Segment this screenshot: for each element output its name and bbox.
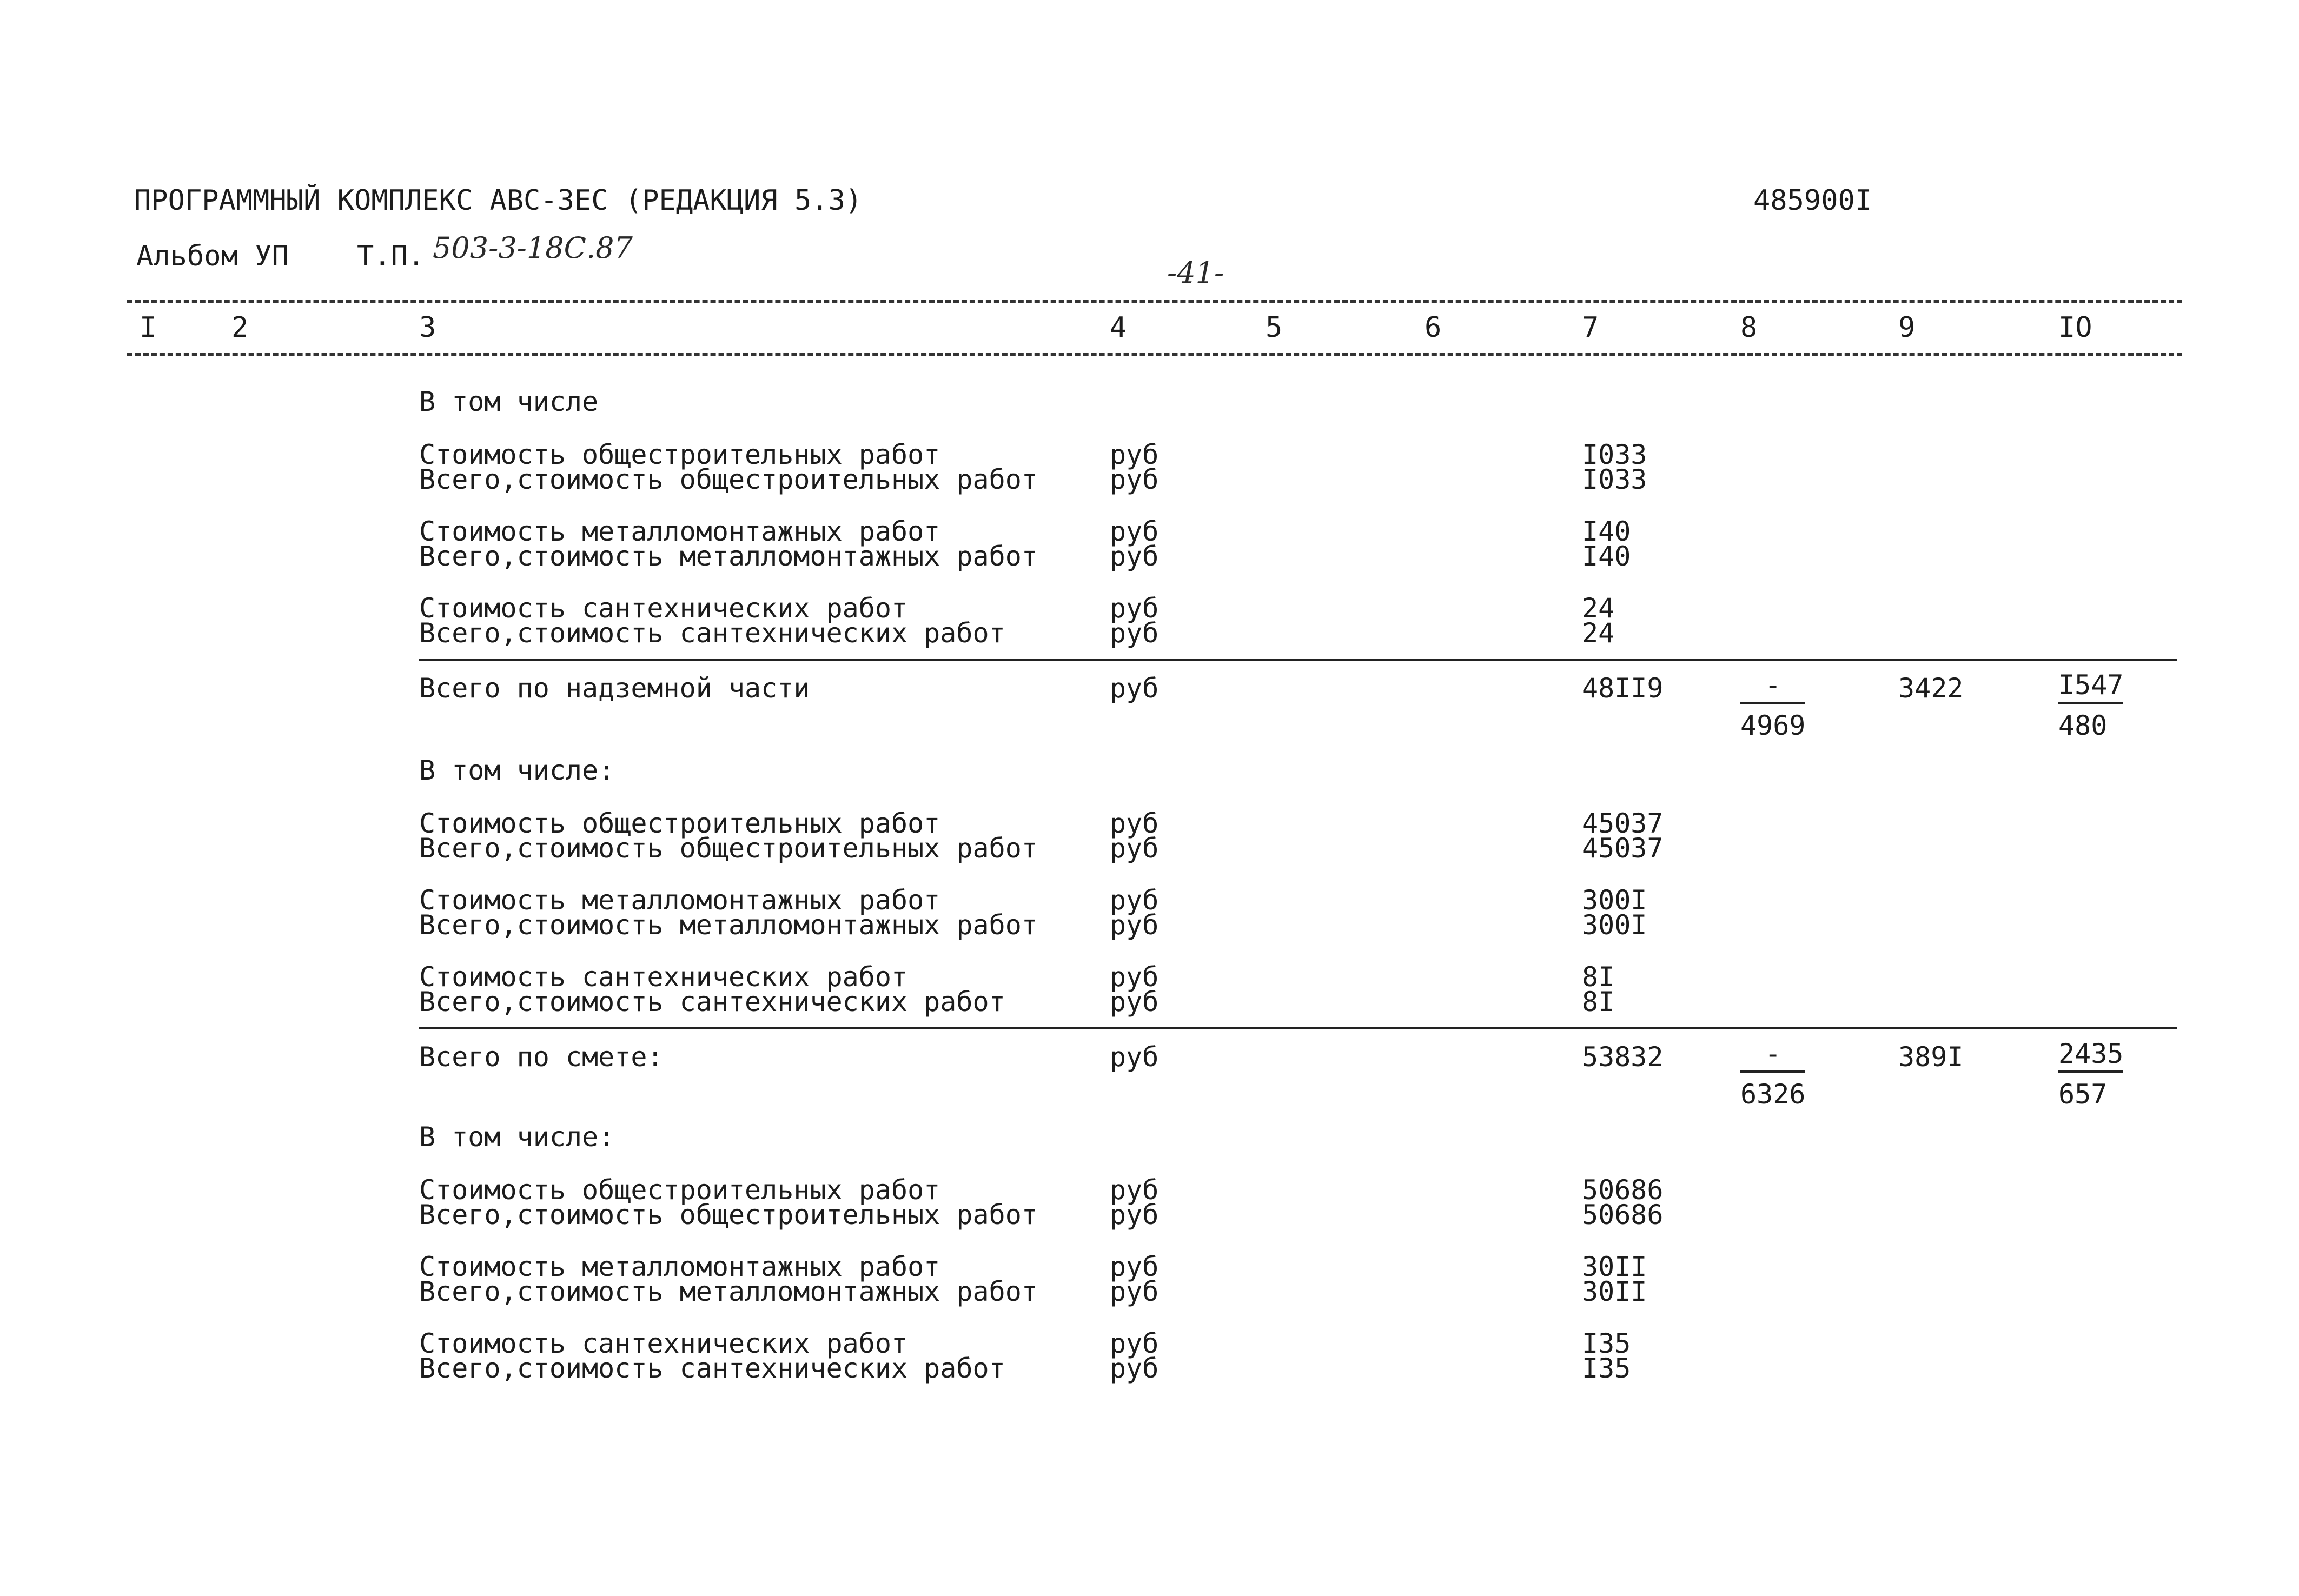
total-col9: 389I (1898, 1041, 1964, 1073)
line-item-value: 300I (1582, 885, 1647, 916)
line-item-value: 30II (1582, 1251, 1647, 1282)
album-label: Альбом УП (136, 240, 289, 272)
line-item-value: 8I (1582, 986, 1615, 1018)
line-item-label: Стоимость металломонтажных работ (419, 885, 940, 916)
total-col9: 3422 (1898, 673, 1964, 704)
line-item-label: Всего,стоимость металломонтажных работ (419, 909, 1038, 941)
column-number: I (140, 311, 157, 344)
line-item-unit: руб (1110, 1353, 1159, 1384)
line-item-label: Стоимость общестроительных работ (419, 808, 940, 839)
line-item-label: Стоимость металломонтажных работ (419, 1251, 940, 1282)
header-bottom-rule (127, 353, 2182, 356)
total-unit: руб (1110, 673, 1159, 704)
line-item-value: I40 (1582, 516, 1631, 547)
line-item-label: Всего,стоимость сантехнических работ (419, 986, 1005, 1018)
line-item-value: 8I (1582, 961, 1615, 993)
line-item-label: Стоимость металломонтажных работ (419, 516, 940, 547)
line-item-label: Стоимость общестроительных работ (419, 439, 940, 470)
fraction-denominator: 6326 (1740, 1079, 1806, 1110)
section-intro: В том числе: (419, 1121, 615, 1153)
line-item-unit: руб (1110, 986, 1159, 1018)
line-item-label: Всего,стоимость общестроительных работ (419, 833, 1038, 864)
line-item-unit: руб (1110, 1251, 1159, 1282)
line-item-value: 45037 (1582, 808, 1664, 839)
line-item-unit: руб (1110, 1276, 1159, 1307)
line-item-label: Стоимость сантехнических работ (419, 1328, 908, 1359)
line-item-unit: руб (1110, 961, 1159, 993)
header-top-rule (127, 300, 2182, 303)
column-number: IO (2058, 311, 2092, 344)
line-item-unit: руб (1110, 541, 1159, 572)
tp-value: 503-3-18С.87 (433, 231, 633, 265)
column-number: 2 (231, 311, 249, 344)
line-item-label: Стоимость общестроительных работ (419, 1174, 940, 1206)
fraction-denominator: 480 (2058, 710, 2108, 741)
page-number: -41- (1167, 256, 1224, 290)
fraction-denominator: 4969 (1740, 710, 1806, 741)
line-item-value: 45037 (1582, 833, 1664, 864)
line-item-label: Всего,стоимость общестроительных работ (419, 1199, 1038, 1231)
document-number: 485900I (1753, 184, 1872, 217)
line-item-unit: руб (1110, 808, 1159, 839)
column-number: 5 (1266, 311, 1283, 344)
tp-label: Т.П. (357, 240, 425, 272)
line-item-value: I40 (1582, 541, 1631, 572)
column-number: 8 (1740, 311, 1758, 344)
section-intro: В том числе: (419, 755, 615, 786)
total-col7: 53832 (1582, 1041, 1664, 1073)
line-item-label: Всего,стоимость металломонтажных работ (419, 1276, 1038, 1307)
line-item-value: 30II (1582, 1276, 1647, 1307)
line-item-value: 50686 (1582, 1199, 1664, 1231)
line-item-unit: руб (1110, 909, 1159, 941)
line-item-label: Стоимость сантехнических работ (419, 961, 908, 993)
line-item-unit: руб (1110, 464, 1159, 495)
line-item-value: 300I (1582, 909, 1647, 941)
line-item-label: Стоимость сантехнических работ (419, 593, 908, 624)
total-col10-fraction (2058, 1040, 2123, 1108)
line-item-value: 24 (1582, 617, 1615, 649)
fraction-numerator: 2435 (2058, 1040, 2123, 1073)
line-item-unit: руб (1110, 1328, 1159, 1359)
line-item-value: 50686 (1582, 1174, 1664, 1206)
line-item-unit: руб (1110, 593, 1159, 624)
fraction-numerator: - (1740, 671, 1805, 704)
column-number: 3 (419, 311, 436, 344)
column-number: 6 (1425, 311, 1442, 344)
line-item-label: Всего,стоимость сантехнических работ (419, 1353, 1005, 1384)
line-item-value: 24 (1582, 593, 1615, 624)
column-number: 4 (1110, 311, 1127, 344)
total-col10-fraction (2058, 671, 2123, 739)
line-item-unit: руб (1110, 439, 1159, 470)
column-number: 9 (1898, 311, 1916, 344)
total-label: Всего по надземной части (419, 673, 810, 704)
section-intro: В том числе (419, 386, 599, 417)
total-label: Всего по смете: (419, 1041, 664, 1073)
line-item-label: Всего,стоимость металломонтажных работ (419, 541, 1038, 572)
fraction-numerator: I547 (2058, 671, 2123, 704)
program-title: ПРОГРАММНЫЙ КОМПЛЕКС АВС-ЗЕС (РЕДАКЦИЯ 5.3) (134, 184, 863, 217)
line-item-unit: руб (1110, 885, 1159, 916)
line-item-value: I35 (1582, 1328, 1631, 1359)
total-col8-fraction (1740, 671, 1805, 739)
column-number: 7 (1582, 311, 1599, 344)
total-rule (419, 1027, 2177, 1029)
line-item-value: I033 (1582, 439, 1647, 470)
line-item-label: Всего,стоимость общестроительных работ (419, 464, 1038, 495)
line-item-unit: руб (1110, 516, 1159, 547)
line-item-value: I033 (1582, 464, 1647, 495)
fraction-numerator: - (1740, 1040, 1805, 1073)
line-item-unit: руб (1110, 1199, 1159, 1231)
total-col8-fraction (1740, 1040, 1805, 1108)
line-item-value: I35 (1582, 1353, 1631, 1384)
total-rule (419, 659, 2177, 661)
fraction-denominator: 657 (2058, 1079, 2108, 1110)
total-col7: 48II9 (1582, 673, 1664, 704)
line-item-label: Всего,стоимость сантехнических работ (419, 617, 1005, 649)
line-item-unit: руб (1110, 1174, 1159, 1206)
line-item-unit: руб (1110, 833, 1159, 864)
total-unit: руб (1110, 1041, 1159, 1073)
line-item-unit: руб (1110, 617, 1159, 649)
